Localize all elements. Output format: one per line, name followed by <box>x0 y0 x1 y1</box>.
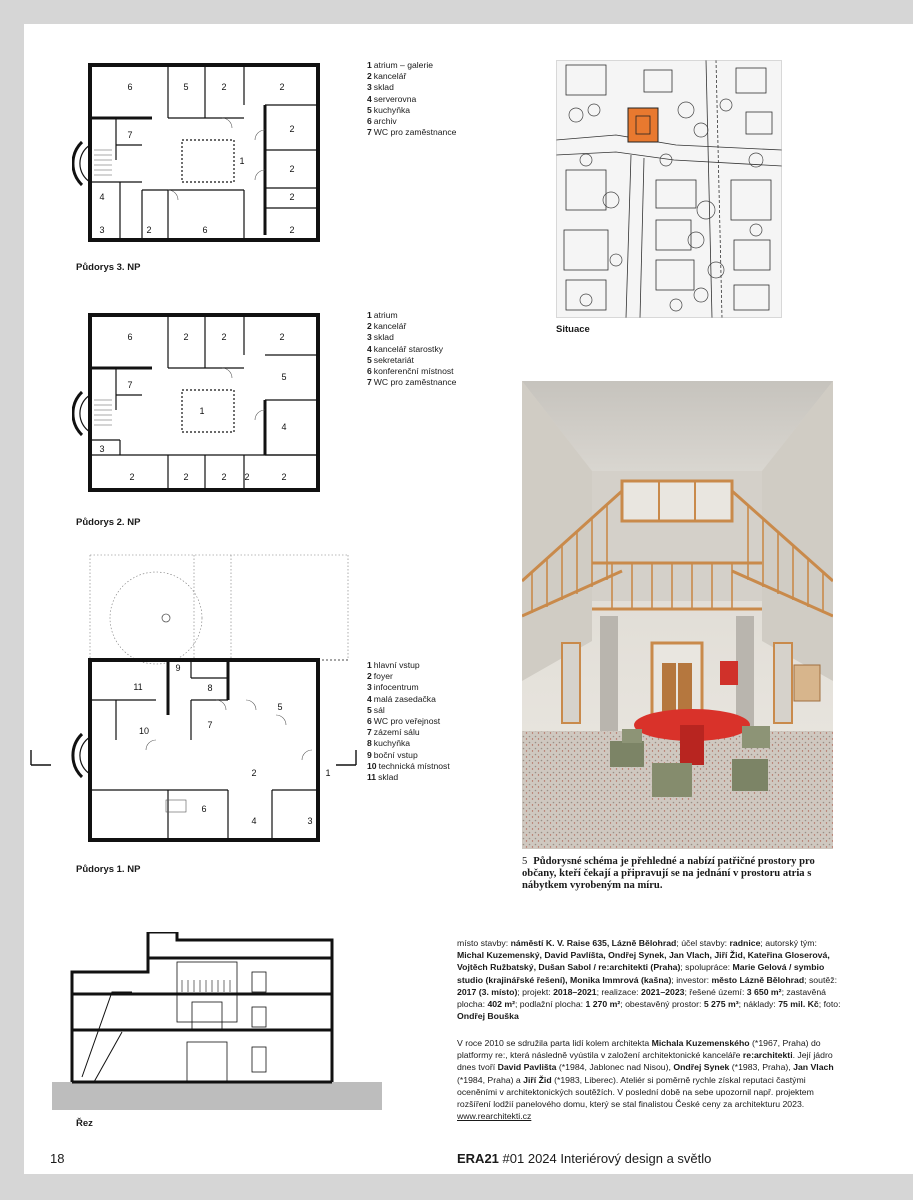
credits-text: ; účel stavby: <box>676 938 730 948</box>
floor-plan-2np <box>72 310 352 500</box>
legend-text: WC pro veřejnost <box>373 716 441 727</box>
bio-text: (*1983, Praha), <box>729 1062 794 1073</box>
room-label: 1 <box>199 406 205 416</box>
credits-text: ; řešené území: <box>684 986 747 997</box>
legend-number: 3 <box>367 332 372 343</box>
credits-text: ; zastavěná plocha: <box>457 986 826 1010</box>
room-label: 3 <box>99 225 105 235</box>
legend-text: boční vstup <box>373 749 418 760</box>
room-label: 8 <box>207 683 213 693</box>
room-label: 2 <box>289 225 295 235</box>
credits-value: 2021–2023 <box>641 986 685 997</box>
credits-value: náměstí K. V. Raise 635, Lázně Bělohrad <box>510 938 677 948</box>
credits-text: ; soutěž: <box>804 974 837 985</box>
photo-caption <box>522 856 842 892</box>
floor-plan-1np <box>16 550 361 850</box>
legend-number: 5 <box>367 704 372 715</box>
legend-number: 7 <box>367 727 372 738</box>
room-label: 2 <box>279 332 285 342</box>
bio-text: (*1983, Liberec). Ateliér si poměrně rychle získal reputaci častými oceněními v architektonických soutěžích. V poslední době na sebe upozornil např. projektem rozšíření lodžií panelového domu, který se stal finalistou České ceny za architekturu 2023. <box>457 1074 814 1110</box>
room-label: 6 <box>127 82 133 92</box>
legend-text: konferenční místnost <box>373 366 454 377</box>
credits-value: 3 650 m² <box>746 986 782 997</box>
legend-item <box>367 716 450 727</box>
credits-text: ; obestavěný prostor: <box>620 999 704 1010</box>
room-label: 2 <box>129 472 135 482</box>
room-label: 5 <box>277 702 283 712</box>
legend-number: 1 <box>367 660 372 670</box>
legend-number: 3 <box>367 682 372 693</box>
legend-number: 1 <box>367 310 372 320</box>
legend-text: serverovna <box>373 93 417 104</box>
bio-text: (*1984, Praha) a <box>457 1074 524 1085</box>
legend-item <box>367 772 450 783</box>
bio-text: (*1967, Praha) do platformy re:, která následně vyústila v založení architektonické kanceláře <box>457 1038 821 1061</box>
legend-text: atrium – galerie <box>373 60 434 70</box>
credits-text: ; projekt: <box>517 986 554 997</box>
legend-text: sál <box>373 704 385 715</box>
credits-value: Ondřej Bouška <box>457 1011 519 1022</box>
legend-item <box>367 761 450 772</box>
bio-name: David Pavlišta <box>497 1062 557 1073</box>
credits-text: ; foto: <box>818 999 841 1010</box>
room-label: 3 <box>307 816 313 826</box>
legend-item <box>367 344 456 355</box>
room-label: 10 <box>138 726 150 736</box>
legend-number: 6 <box>367 116 372 127</box>
room-label: 3 <box>99 444 105 454</box>
bio-name: Jiří Žid <box>523 1074 552 1085</box>
room-label: 4 <box>99 192 105 202</box>
room-label: 2 <box>279 82 285 92</box>
legend-text: WC pro zaměstnance <box>373 127 457 138</box>
site-caption: Situace <box>556 324 590 335</box>
legend-item <box>367 127 456 138</box>
bio-text: V roce 2010 se sdružila parta lidí kolem architekta <box>457 1038 652 1048</box>
room-label: 4 <box>281 422 287 432</box>
website-link[interactable]: www.rearchitekti.cz <box>457 1111 532 1122</box>
room-label: 9 <box>175 663 181 673</box>
legend-item <box>367 355 456 366</box>
legend-number: 6 <box>367 366 372 377</box>
legend-text: sklad <box>373 82 394 93</box>
legend-item <box>367 310 456 321</box>
photo-number: 5 <box>522 856 528 867</box>
credits-value: město Lázně Bělohrad <box>711 974 805 985</box>
legend-item <box>367 705 450 716</box>
room-label: 2 <box>221 82 227 92</box>
room-label: 1 <box>325 768 331 778</box>
legend-number: 2 <box>367 671 372 682</box>
legend-item <box>367 321 456 332</box>
building-section <box>52 932 382 1112</box>
legend-item <box>367 377 456 388</box>
legend-item <box>367 116 456 127</box>
credits-text: ; podlažní plocha: <box>514 999 586 1010</box>
plan-caption-2np: Půdorys 2. NP <box>76 517 141 528</box>
room-label: 11 <box>133 682 143 692</box>
bio-name: Jan Vlach <box>793 1062 834 1073</box>
credits-text: ; investor: <box>671 974 712 985</box>
room-label: 2 <box>244 472 250 482</box>
legend-number: 10 <box>367 760 377 771</box>
legend-item <box>367 738 450 749</box>
credits-value: 1 270 m² <box>585 999 621 1010</box>
magazine-footer <box>457 1151 711 1166</box>
room-label: 2 <box>281 472 287 482</box>
credits-text: ; realizace: <box>596 986 641 997</box>
credits-value: 2018–2021 <box>553 986 597 997</box>
legend-text: archiv <box>373 116 397 127</box>
legend-text: kancelář starostky <box>373 343 444 354</box>
legend-text: foyer <box>373 671 393 682</box>
legend-3np <box>367 60 456 138</box>
bio-name: Ondřej Synek <box>673 1062 730 1073</box>
credits-value: 75 mil. Kč <box>778 999 819 1010</box>
legend-text: kuchyňka <box>373 104 411 115</box>
legend-2np <box>367 310 456 388</box>
room-label: 2 <box>183 332 189 342</box>
legend-text: sklad <box>373 332 394 343</box>
credits-value: Michal Kuzemenský, David Pavlíšta, Ondřej Synek, Jan Vlach, Jiří Žid, Kateřina Gloserová, Vojtěch Ružbatský, Dušan Sabol / re:architekti (Praha) <box>457 950 830 973</box>
legend-item <box>367 750 450 761</box>
room-label: 7 <box>127 380 133 390</box>
legend-item <box>367 671 450 682</box>
bio-name: Michala Kuzemenského <box>651 1038 750 1048</box>
legend-item <box>367 366 456 377</box>
legend-item <box>367 71 456 82</box>
legend-text: kancelář <box>373 321 407 332</box>
room-label: 2 <box>146 225 152 235</box>
legend-item <box>367 60 456 71</box>
room-label: 2 <box>289 124 295 134</box>
legend-number: 4 <box>367 343 372 354</box>
room-label: 2 <box>289 192 295 202</box>
credits-text: místo stavby: <box>457 938 511 948</box>
legend-text: sklad <box>378 772 399 783</box>
room-label: 5 <box>281 372 287 382</box>
section-caption: Řez <box>76 1118 93 1129</box>
legend-text: zázemí sálu <box>373 727 420 738</box>
legend-number: 6 <box>367 716 372 727</box>
studio-bio <box>457 1037 843 1122</box>
credits-text: ; spolupráce: <box>680 962 733 973</box>
room-label: 6 <box>202 225 208 235</box>
legend-number: 4 <box>367 93 372 104</box>
legend-item <box>367 94 456 105</box>
room-label: 7 <box>127 130 133 140</box>
site-plan <box>556 60 782 318</box>
room-label: 4 <box>251 816 257 826</box>
magazine-name: ERA21 <box>457 1151 499 1166</box>
legend-text: atrium <box>373 310 398 320</box>
legend-item <box>367 727 450 738</box>
credits-value: 5 275 m³ <box>703 999 739 1010</box>
room-label: 2 <box>289 164 295 174</box>
legend-text: sekretariát <box>373 354 414 365</box>
legend-number: 7 <box>367 377 372 388</box>
legend-item <box>367 660 450 671</box>
legend-item <box>367 682 450 693</box>
bio-text: . Její jádro dnes tvoří <box>457 1050 833 1073</box>
legend-1np <box>367 660 450 783</box>
plan-caption-1np: Půdorys 1. NP <box>76 864 141 875</box>
legend-text: kuchyňka <box>373 738 411 749</box>
legend-text: malá zasedačka <box>373 693 436 704</box>
legend-number: 2 <box>367 71 372 82</box>
atrium-photo <box>522 381 833 849</box>
room-label: 7 <box>207 720 213 730</box>
legend-item <box>367 105 456 116</box>
room-label: 1 <box>239 156 245 166</box>
legend-number: 5 <box>367 104 372 115</box>
legend-number: 8 <box>367 738 372 749</box>
legend-number: 3 <box>367 82 372 93</box>
credits-text: ; autorský tým: <box>760 938 817 948</box>
magazine-page <box>24 24 913 1174</box>
legend-item <box>367 332 456 343</box>
magazine-issue: #01 2024 Interiérový design a světlo <box>498 1151 712 1166</box>
credits-value: radnice <box>729 938 761 948</box>
legend-number: 11 <box>367 772 377 783</box>
legend-text: hlavní vstup <box>373 660 420 670</box>
legend-number: 7 <box>367 127 372 138</box>
legend-number: 5 <box>367 354 372 365</box>
project-credits <box>457 937 843 1022</box>
room-label: 2 <box>221 472 227 482</box>
photo-caption-text: Půdorysné schéma je přehledné a nabízí patřičné prostory pro občany, kteří čekají a připravují se na jednání v prostoru atria s nábytkem vyrobeným na míru. <box>522 856 815 891</box>
credits-value: 402 m² <box>487 999 515 1010</box>
legend-item <box>367 694 450 705</box>
site-building-highlight <box>628 108 658 142</box>
page-number: 18 <box>50 1151 65 1166</box>
legend-text: technická místnost <box>378 760 450 771</box>
legend-text: infocentrum <box>373 682 419 693</box>
legend-number: 4 <box>367 693 372 704</box>
legend-number: 2 <box>367 321 372 332</box>
legend-number: 9 <box>367 749 372 760</box>
room-label: 2 <box>183 472 189 482</box>
room-label: 2 <box>221 332 227 342</box>
room-label: 2 <box>251 768 257 778</box>
legend-number: 1 <box>367 60 372 70</box>
room-label: 5 <box>183 82 189 92</box>
room-label: 6 <box>127 332 133 342</box>
floor-plan-3np <box>72 60 352 245</box>
credits-value: Marie Gelová / symbio studio (krajinářské řešení), Monika Immrová (kašna) <box>457 962 825 985</box>
bio-text: (*1984, Jablonec nad Nisou), <box>556 1062 674 1073</box>
legend-text: WC pro zaměstnance <box>373 377 457 388</box>
legend-item <box>367 82 456 93</box>
legend-text: kancelář <box>373 71 407 82</box>
bio-name: re:architekti <box>742 1050 793 1061</box>
credits-value: 2017 (3. místo) <box>457 986 518 997</box>
credits-text: ; náklady: <box>738 999 779 1010</box>
room-label: 6 <box>201 804 207 814</box>
plan-caption-3np: Půdorys 3. NP <box>76 262 141 273</box>
